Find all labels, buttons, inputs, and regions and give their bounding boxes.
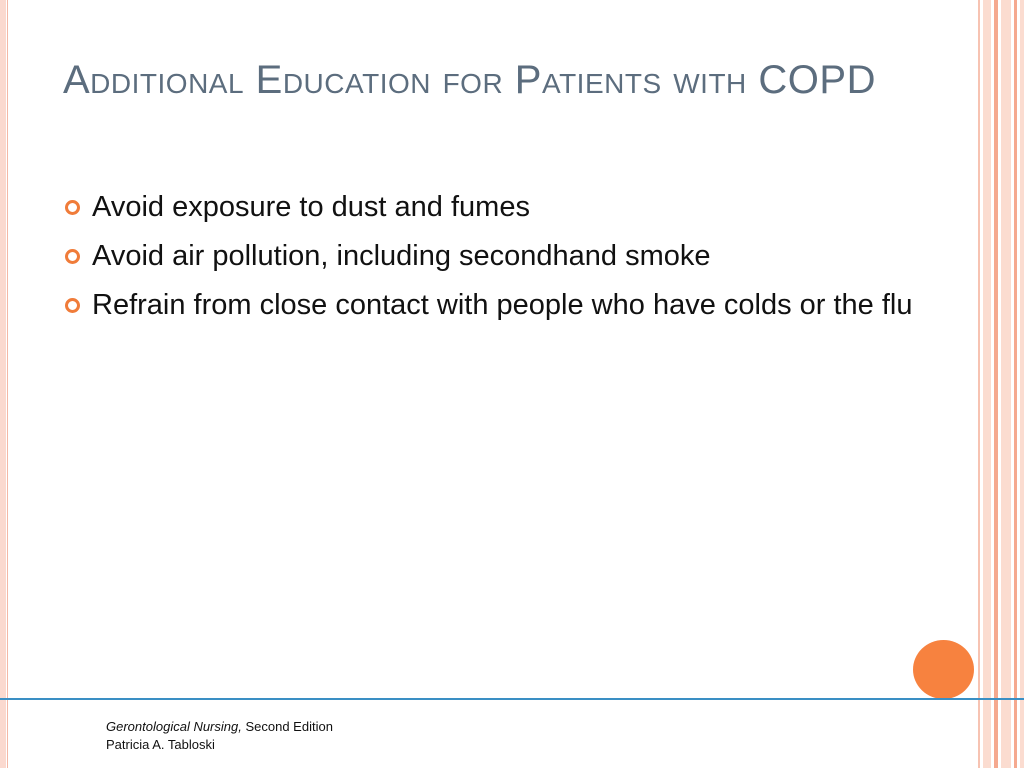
stripe [978,0,980,768]
footer-line-1 [106,718,333,736]
bullet-item [63,186,923,228]
book-edition: Second Edition [245,719,333,734]
circle-bullet-icon [65,298,80,313]
bullet-item [63,284,923,326]
stripe [983,0,991,768]
orange-circle-decoration [913,640,974,699]
bullet-text: Avoid air pollution, including secondhand smoke [92,240,711,272]
footer-author: Patricia A. Tabloski [106,737,215,752]
stripe [1014,0,1017,768]
right-stripe-decoration [978,0,1024,768]
stripe [1020,0,1024,768]
bullet-text: Avoid exposure to dust and fumes [92,191,530,223]
circle-bullet-icon [65,249,80,264]
circle-bullet-icon [65,200,80,215]
book-title: Gerontological Nursing, [106,719,242,734]
footer-divider [0,698,1024,700]
bullet-item [63,235,923,277]
bullet-text: Refrain from close contact with people who have colds or the flu [92,289,913,321]
left-border-line [7,0,8,768]
footer-citation [106,718,333,754]
bullet-list [63,186,923,333]
stripe [1001,0,1011,768]
left-border-decoration [0,0,6,768]
stripe [994,0,998,768]
slide-title: Additional Education for Patients with COPD [63,58,876,102]
